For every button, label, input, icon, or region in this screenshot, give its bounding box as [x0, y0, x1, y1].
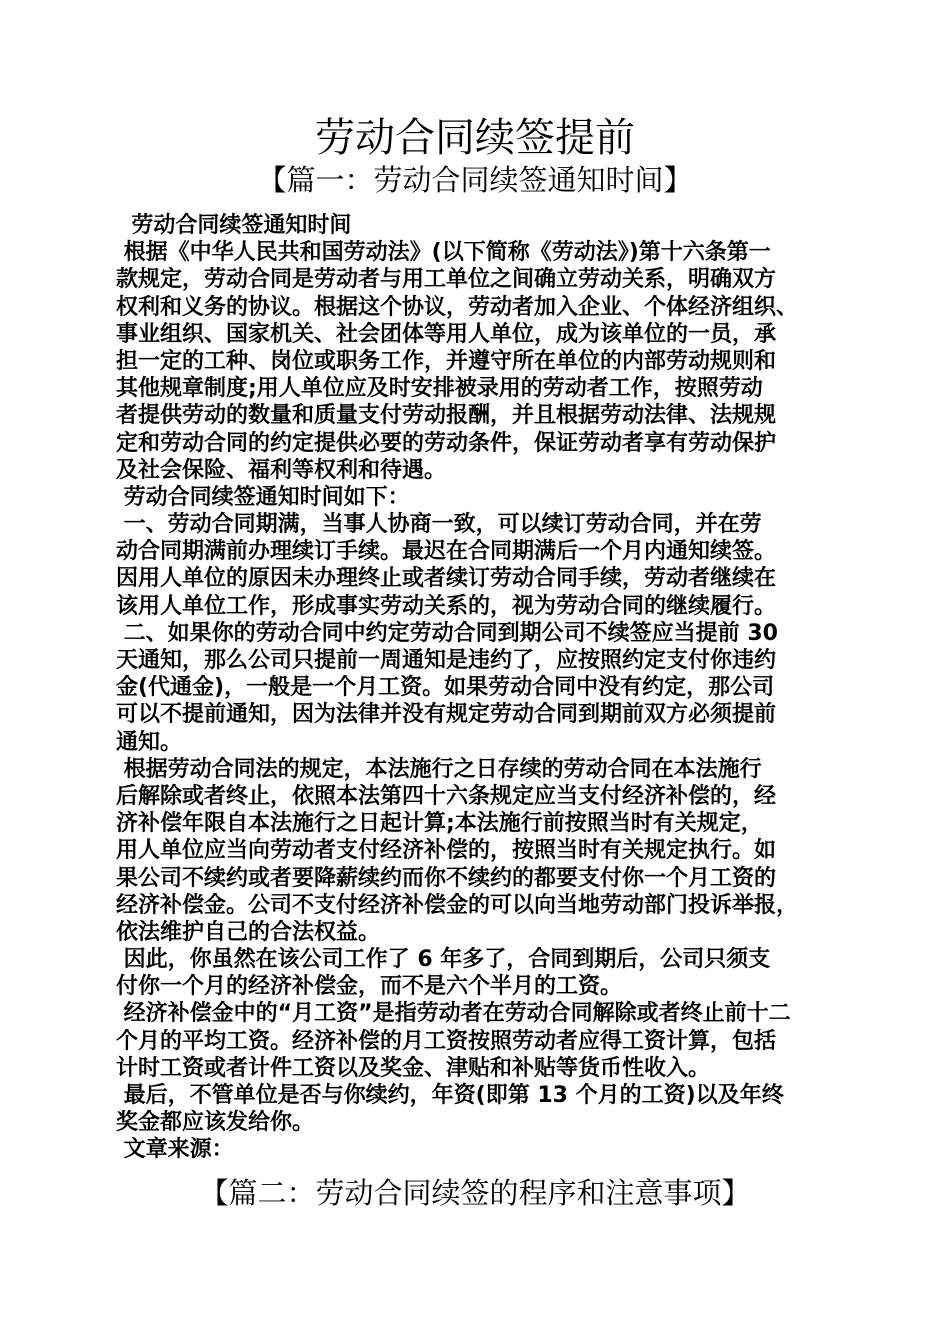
text-line: 奖金都应该发给你。: [116, 1110, 315, 1136]
text-line: 定和劳动合同的约定提供必要的劳动条件，保证劳动者享有劳动保护: [116, 430, 777, 456]
text-line: 可以不提前通知，因为法律并没有规定劳动合同到期前双方必须提前: [116, 702, 777, 728]
text-line: 计时工资或者计件工资以及奖金、津贴和补贴等货币性收入。: [116, 1055, 711, 1081]
text-line: 因用人单位的原因未办理终止或者续订劳动合同手续，劳动者继续在: [116, 566, 777, 592]
text-line: 及社会保险、福利等权利和待遇。: [116, 457, 447, 483]
text-line: 该用人单位工作，形成事实劳动关系的，视为劳动合同的继续履行。: [116, 593, 777, 619]
text-line: 最后，不管单位是否与你续约，年资(即第 13 个月的工资)以及年终: [116, 1083, 784, 1108]
text-line: 经济补偿金中的“月工资”是指劳动者在劳动合同解除或者终止前十二: [116, 1001, 791, 1027]
text-line: 一、劳动合同期满，当事人协商一致，可以续订劳动合同，并在劳: [116, 512, 762, 538]
text-line: 根据劳动合同法的规定，本法施行之日存续的劳动合同在本法施行: [116, 756, 762, 782]
text-line: 者提供劳动的数量和质量支付劳动报酬，并且根据劳动法律、法规规: [116, 403, 777, 429]
text-line: 劳动合同续签通知时间如下：: [116, 484, 410, 510]
text-line: 经济补偿金。公司不支付经济补偿金的可以向当地劳动部门投诉举报，: [116, 892, 799, 918]
text-line: 事业组织、国家机关、社会团体等用人单位，成为该单位的一员，承: [116, 321, 777, 347]
text-line: 权利和义务的协议。根据这个协议，劳动者加入企业、个体经济组织、: [116, 294, 799, 320]
text-line: 用人单位应当向劳动者支付经济补偿的，按照当时有关规定执行。如: [116, 838, 777, 864]
text-line: 款规定，劳动合同是劳动者与用工单位之间确立劳动关系，明确双方: [116, 267, 777, 293]
text-line: 根据《中华人民共和国劳动法》(以下简称《劳动法》)第十六条第一: [116, 240, 771, 266]
text-line: 付你一个月的经济补偿金，而不是六个半月的工资。: [116, 974, 623, 1000]
text-line: 果公司不续约或者要降薪续约而你不续约的都要支付你一个月工资的: [116, 865, 777, 891]
text-line: 济补偿年限自本法施行之日起计算;本法施行前按照当时有关规定，: [116, 811, 763, 837]
text-line: 动合同期满前办理续订手续。最迟在合同期满后一个月内通知续签。: [116, 539, 777, 565]
section-heading-1: 【篇一：劳动合同续签通知时间】: [257, 163, 693, 197]
body-text: [116, 212, 846, 1164]
text-line: 个月的平均工资。经济补偿的月工资按照劳动者应得工资计算，包括: [116, 1028, 777, 1054]
text-line: 二、如果你的劳动合同中约定劳动合同到期公司不续签应当提前 30: [116, 620, 778, 646]
text-line: 通知。: [116, 729, 183, 755]
text-line: 担一定的工种、岗位或职务工作，并遵守所在单位的内部劳动规则和: [116, 348, 777, 374]
text-line: 后解除或者终止，依照本法第四十六条规定应当支付经济补偿的，经: [116, 783, 777, 809]
section-heading-2: 【篇二：劳动合同续签的程序和注意事项】: [199, 1176, 751, 1210]
text-line: 文章来源：: [116, 1137, 234, 1163]
page-title: 劳动合同续签提前: [315, 115, 635, 161]
text-line: 天通知，那么公司只提前一周通知是违约了，应按照约定支付你违约: [116, 648, 777, 673]
text-line: 因此，你虽然在该公司工作了 6 年多了，合同到期后，公司只须支: [116, 947, 771, 973]
text-line: 金(代通金)，一般是一个月工资。如果劳动合同中没有约定，那公司: [116, 675, 775, 701]
text-line: 劳动合同续签通知时间: [116, 213, 352, 238]
text-line: 其他规章制度;用人单位应及时安排被录用的劳动者工作，按照劳动: [116, 376, 763, 402]
text-line: 依法维护自己的合法权益。: [116, 919, 381, 945]
